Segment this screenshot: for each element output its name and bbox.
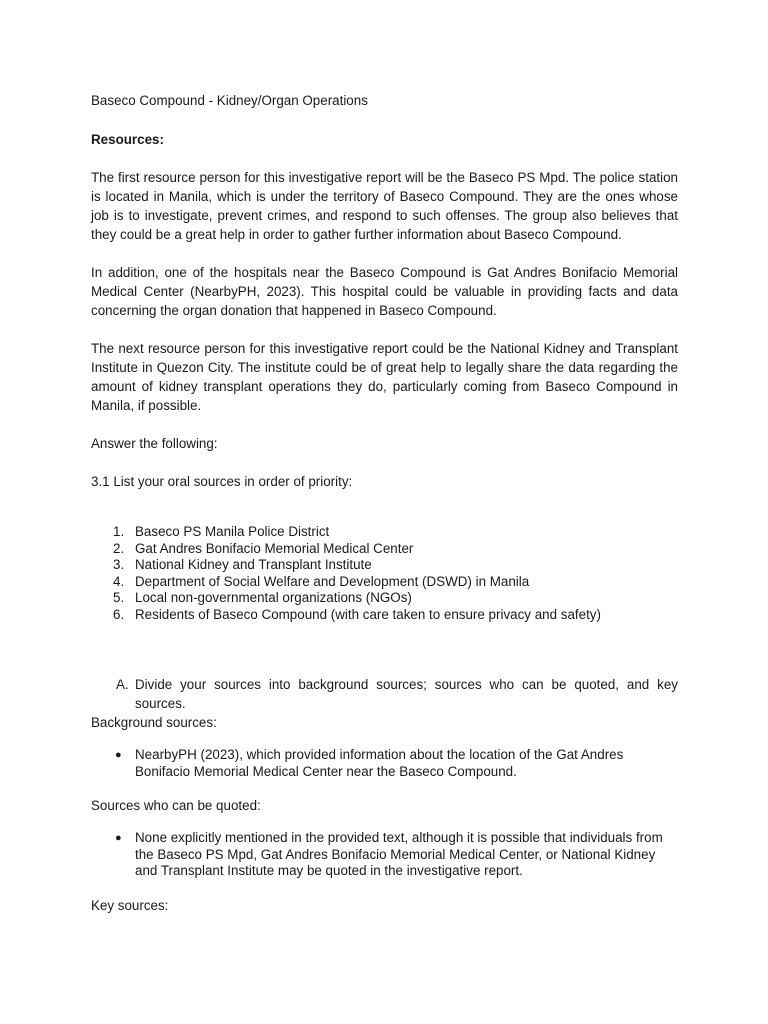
document-title: Baseco Compound - Kidney/Organ Operations [91, 93, 368, 108]
list-number: 5. [113, 590, 125, 605]
quoted-sources-label: Sources who can be quoted: [91, 798, 261, 813]
list-item [91, 541, 678, 558]
bullet-icon: ● [115, 832, 122, 844]
oral-sources-list [91, 524, 678, 623]
list-item-text: Residents of Baseco Compound (with care taken to ensure privacy and safety) [135, 606, 601, 622]
list-item-text: NearbyPH (2023), which provided information about the location of the Gat Andres Bonifacio Memorial Medical Center near the Baseco Compound. [135, 747, 624, 779]
section-a-text: Divide your sources into background sources; sources who can be quoted, and key sources. [135, 677, 678, 711]
list-number: 2. [113, 540, 125, 556]
resources-heading: Resources: [91, 132, 164, 147]
key-sources-label: Key sources: [91, 897, 169, 913]
list-item-text: Department of Social Welfare and Development (DSWD) in Manila [135, 573, 530, 589]
background-sources-list [91, 747, 678, 780]
list-number: 3. [113, 557, 125, 572]
paragraph-first-resource: The first resource person for this investigative report will be the Baseco PS Mpd. The police station is located in Manila, which is under the territory of Baseco Compound. They are the ones whose job is to investigate, prevent crimes, and respond to such offenses. The group also believes that they could be a great help in order to gather further information about Baseco Compound. [91, 170, 678, 242]
list-item [91, 607, 678, 624]
paragraph-kidney-institute: The next resource person for this investigative report could be the National Kidney and Transplant Institute in Quezon City. The institute could be of great help to legally share the data regarding the amount of kidney transplant operations they do, particularly coming from Baseco Compound in Manila, if possible. [91, 341, 678, 413]
list-item-text: None explicitly mentioned in the provided text, although it is possible that individuals from the Baseco PS Mpd, Gat Andres Bonifacio Memorial Medical Center, or National Kidney and Transplant Institute may be quoted in the investigative report. [135, 830, 663, 878]
background-sources-label: Background sources: [91, 715, 217, 730]
paragraph-question-3-1: 3.1 List your oral sources in order of priority: [91, 474, 353, 489]
list-item-text: National Kidney and Transplant Institute [135, 557, 372, 572]
section-letter: A. [116, 677, 129, 692]
document-page [91, 91, 678, 915]
paragraph-hospital: In addition, one of the hospitals near the Baseco Compound is Gat Andres Bonifacio Memorial Medical Center (NearbyPH, 2023). This hospital could be valuable in providing facts and data concerning the organ donation that happened in Baseco Compound. [91, 265, 678, 318]
list-item [91, 590, 678, 607]
list-number: 1. [113, 524, 125, 539]
list-item-text: Local non-governmental organizations (NGOs) [135, 590, 412, 605]
list-item-text: Gat Andres Bonifacio Memorial Medical Center [135, 540, 414, 556]
bullet-icon: ● [115, 749, 122, 761]
paragraph-answer-prompt: Answer the following: [91, 436, 218, 451]
list-number: 4. [113, 573, 125, 589]
list-item [91, 747, 678, 780]
list-item [91, 830, 678, 880]
list-item [91, 574, 678, 591]
list-number: 6. [113, 606, 125, 622]
list-item-text: Baseco PS Manila Police District [135, 524, 330, 539]
list-item [91, 524, 678, 541]
section-a-instruction [91, 675, 678, 713]
list-item [91, 557, 678, 574]
quoted-sources-list [91, 830, 678, 880]
